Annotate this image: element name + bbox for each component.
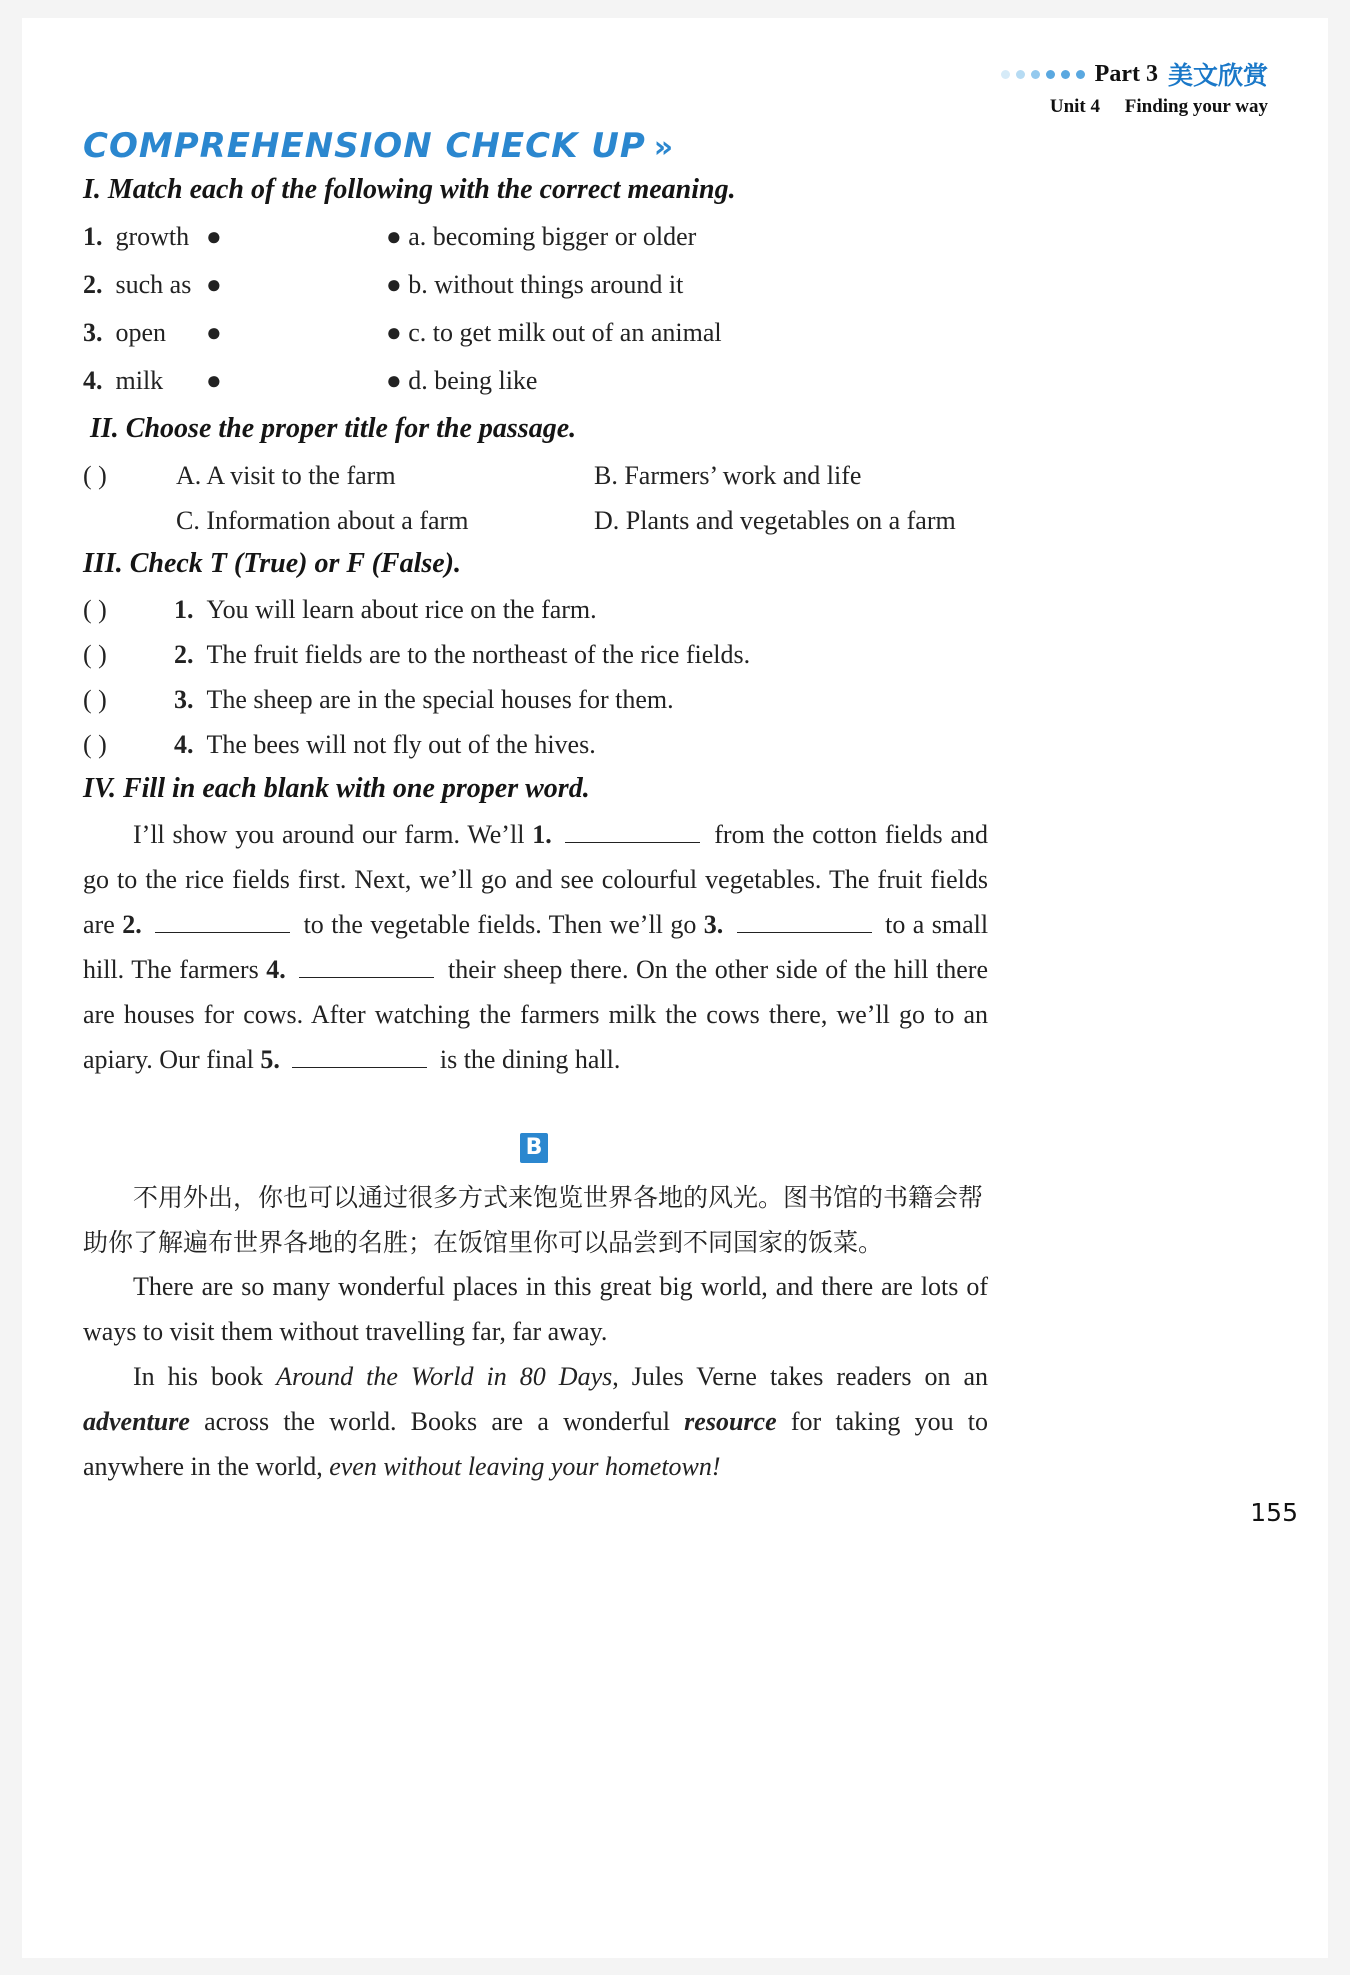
section-4-title: IV. Fill in each blank with one proper word. (83, 773, 590, 804)
match-right-d: ● d. being like (386, 366, 538, 395)
tf-item-2: 2. The fruit fields are to the northeast of the rice fields. (174, 640, 751, 669)
vocab-adventure: adventure (83, 1407, 190, 1436)
match-dot[interactable]: ● (386, 366, 402, 395)
vocab-resource: resource (684, 1407, 777, 1436)
part-label: Part 3 (1094, 60, 1158, 87)
tf-item-4: 4. The bees will not fly out of the hives. (174, 730, 596, 759)
running-header (1001, 56, 1268, 92)
match-left-3: 3. open (83, 318, 167, 347)
option-a: A. A visit to the farm (176, 461, 396, 490)
book-title: Around the World in 80 Days (276, 1362, 613, 1391)
match-left-4: 4. milk (83, 366, 164, 395)
part-title-cn: 美文欣赏 (1167, 61, 1268, 90)
option-d: D. Plants and vegetables on a farm (594, 506, 956, 535)
reading-paragraph-2: In his book Around the World in 80 Days, Jules Verne takes readers on an adventure across the world. Books are a wonderful resource for taking you to anywhere in the world, even without leaving your hometown! (83, 1362, 989, 1481)
match-dot[interactable]: ● (206, 270, 222, 299)
blank-4[interactable] (299, 957, 434, 978)
option-b: B. Farmers’ work and life (594, 461, 862, 490)
blank-2[interactable] (155, 912, 290, 933)
chinese-intro: 不用外出，你也可以通过很多方式来饱览世界各地的风光。图书馆的书籍会帮助你了解遍布世界各地的名胜；在饭馆里你可以品尝到不同国家的饭菜。 (83, 1183, 984, 1257)
answer-blank[interactable]: ( ) (83, 461, 107, 490)
unit-title: Finding your way (1124, 96, 1268, 117)
match-right-a: ● a. becoming bigger or older (386, 222, 697, 251)
page-number: 155 (1250, 1498, 1298, 1527)
blank-3[interactable] (737, 912, 872, 933)
answer-blank[interactable]: ( ) (83, 685, 107, 714)
answer-blank[interactable]: ( ) (83, 730, 107, 759)
match-dot[interactable]: ● (386, 270, 402, 299)
tf-item-3: 3. The sheep are in the special houses for them. (174, 685, 674, 714)
blank-1[interactable] (565, 822, 700, 843)
match-right-c: ● c. to get milk out of an animal (386, 318, 722, 347)
section-3-title: III. Check T (True) or F (False). (83, 548, 461, 579)
match-dot[interactable]: ● (206, 222, 222, 251)
answer-blank[interactable]: ( ) (83, 595, 107, 624)
reading-paragraph-1: There are so many wonderful places in this great big world, and there are lots of ways to visit them without travelling far, far away. (83, 1272, 988, 1346)
comprehension-title: COMPREHENSION CHECK UP » (83, 126, 675, 166)
match-left-2: 2. such as (83, 270, 192, 299)
match-dot[interactable]: ● (386, 318, 402, 347)
answer-blank[interactable]: ( ) (83, 640, 107, 669)
section-2-title: II. Choose the proper title for the passage. (90, 413, 577, 444)
match-dot[interactable]: ● (206, 318, 222, 347)
section-b-badge: B (520, 1133, 548, 1163)
blank-5[interactable] (292, 1047, 427, 1068)
decorative-dots (1001, 70, 1085, 79)
match-right-b: ● b. without things around it (386, 270, 684, 299)
match-left-1: 1. growth (83, 222, 190, 251)
match-dot[interactable]: ● (206, 366, 222, 395)
unit-label: Unit 4 (1049, 96, 1100, 117)
option-c: C. Information about a farm (176, 506, 469, 535)
section-1-title: I. Match each of the following with the correct meaning. (83, 174, 736, 205)
match-dot[interactable]: ● (386, 222, 402, 251)
fill-blank-passage: I’ll show you around our farm. We’ll 1. from the cotton fields and go to the rice fields first. Next, we’ll go and see colourful vegetables. The fruit fields are 2. to the vegetable fields. Then we’ll go 3. to a small hill. The farmers 4. their sheep there. On the other side of the hill there are houses for cows. After watching the farmers milk the cows there, we’ll go to an apiary. Our final 5. is the dining hall. (83, 820, 989, 1074)
unit-header (1030, 96, 1268, 118)
tf-item-1: 1. You will learn about rice on the farm. (174, 595, 597, 624)
double-chevron-icon: » (653, 130, 675, 165)
